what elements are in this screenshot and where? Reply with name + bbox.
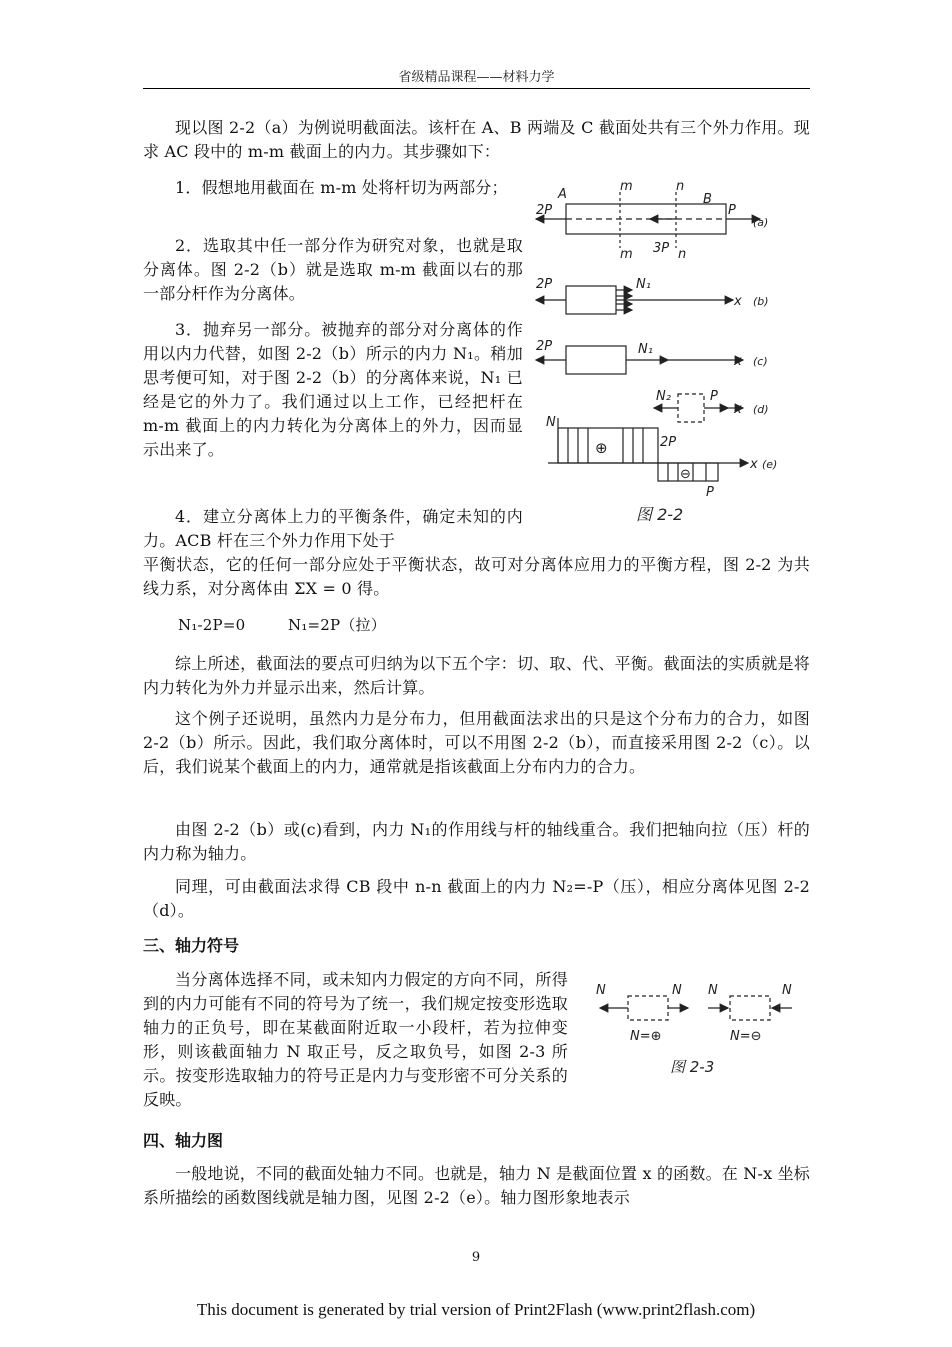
label-N2: N₂: [656, 389, 671, 404]
label-N-3: N: [708, 983, 718, 998]
tension-sign-label: N=⊕: [630, 1029, 662, 1044]
page-number: 9: [471, 1250, 481, 1265]
label-2P-e: 2P: [660, 435, 677, 450]
label-P-d: P: [710, 389, 718, 404]
label-N-1: N: [596, 983, 606, 998]
label-N-2: N: [672, 983, 682, 998]
label-N1-b: N₁: [636, 277, 651, 292]
label-N1-c: N₁: [638, 342, 653, 357]
label-x-e: x: [750, 457, 758, 472]
section-heading-3: 三、轴力符号: [143, 936, 240, 955]
axial-diagram-paragraph: 一般地说，不同的截面处轴力不同。也就是，轴力 N 是截面位置 x 的函数。在 N-x 坐标系所描绘的函数图线就是轴力图，见图 2-2（e）。轴力图形象地表示: [143, 1164, 810, 1207]
figure-2-2-caption: 图 2-2: [636, 505, 684, 524]
trial-footer: This document is generated by trial version of Print2Flash (www.print2flash.com): [196, 1300, 756, 1319]
label-c: (c): [753, 355, 768, 368]
label-P-a: P: [728, 203, 736, 218]
label-x-d: x: [734, 402, 742, 417]
label-b: (b): [753, 295, 769, 308]
figure-2-2: [528, 178, 808, 530]
label-N-4: N: [782, 983, 792, 998]
sign-paragraph: 当分离体选择不同，或未知内力假定的方向不同，所得到的内力可能有不同的符号为了统一，我们规定按变形选取轴力的正负号，即在某截面附近取一小段杆，若为拉伸变形，则该截面轴力 N 取正号，反之取负号，如图 2-3 所示。按变形选取轴力的符号正是内力与变形密不可分关系的反映。: [143, 970, 568, 1109]
label-P-e: P: [706, 485, 714, 500]
label-n-top: n: [676, 179, 685, 194]
label-3P: 3P: [653, 241, 670, 256]
label-a: (a): [753, 216, 769, 229]
label-x-c: x: [734, 354, 742, 369]
label-x-b: x: [734, 294, 742, 309]
step-1: 1．假想地用截面在 m-m 处将杆切为两部分；: [175, 178, 508, 197]
plus-sign: ⊕: [595, 439, 608, 457]
step-4b: 平衡状态，它的任何一部分应处于平衡状态，故可对分离体应用力的平衡方程，图 2-2 为共线力系，对分离体由 ΣX = 0 得。: [143, 555, 810, 598]
step-2: 2．选取其中任一部分作为研究对象，也就是取分离体。图 2-2（b）就是选取 m-m 截面以右的那一部分杆作为分离体。: [143, 236, 523, 303]
label-B: B: [703, 192, 712, 207]
step-3: 3．抛弃另一部分。被抛弃的部分对分离体的作用以内力代替，如图 2-2（b）所示的内力 N₁。稍加思考便可知，对于图 2-2（b）的分离体来说，N₁ 已经是它的外力了。我们通过以上工作，已经把杆在 m-m 截面上的内力转化为分离体上的外力，因而显示出来了。: [143, 320, 523, 459]
cb-segment-paragraph: 同理，可由截面法求得 CB 段中 n-n 截面上的内力 N₂=-P（压），相应分离体见图 2-2（d）。: [143, 877, 810, 920]
label-A: A: [558, 187, 567, 202]
equation-1: N₁-2P=0: [178, 616, 246, 634]
figure-2-3-caption: 图 2-3: [670, 1058, 715, 1076]
compression-sign-label: N=⊖: [730, 1029, 762, 1044]
summary-paragraph: 综上所述，截面法的要点可归纳为以下五个字：切、取、代、平衡。截面法的实质就是将内力转化为外力并显示出来，然后计算。: [143, 654, 810, 697]
label-e: (e): [762, 458, 778, 471]
label-N-e: N: [546, 415, 556, 430]
equation-2: N₁=2P（拉）: [288, 616, 386, 634]
resultant-paragraph: 这个例子还说明，虽然内力是分布力，但用截面法求出的只是这个分布力的合力，如图 2-2（b）所示。因此，我们取分离体时，可以不用图 2-2（b），而直接采用图 2-2（c）。以后，我们说某个截面上的内力，通常就是指该截面上分布内力的合力。: [143, 709, 810, 776]
axial-force-paragraph: 由图 2-2（b）或(c)看到，内力 N₁的作用线与杆的轴线重合。我们把轴向拉（压）杆的内力称为轴力。: [143, 820, 810, 863]
label-n-bottom: n: [678, 247, 687, 262]
label-d: (d): [753, 403, 769, 416]
step-4a: 4．建立分离体上力的平衡条件，确定未知的内力。ACB 杆在三个外力作用下处于: [143, 507, 523, 550]
intro-paragraph: 现以图 2-2（a）为例说明截面法。该杆在 A、B 两端及 C 截面处共有三个外力作用。现求 AC 段中的 m-m 截面上的内力。其步骤如下：: [143, 118, 810, 161]
figure-2-3: [590, 982, 805, 1082]
label-2P-c: 2P: [536, 339, 553, 354]
minus-sign: ⊖: [680, 467, 691, 482]
label-m-top: m: [620, 179, 633, 194]
section-heading-4: 四、轴力图: [143, 1131, 224, 1150]
page-header: 省级精品课程——材料力学: [143, 66, 810, 89]
label-m-bottom: m: [620, 247, 633, 262]
label-2P-b: 2P: [536, 277, 553, 292]
label-2P-a: 2P: [536, 203, 553, 218]
